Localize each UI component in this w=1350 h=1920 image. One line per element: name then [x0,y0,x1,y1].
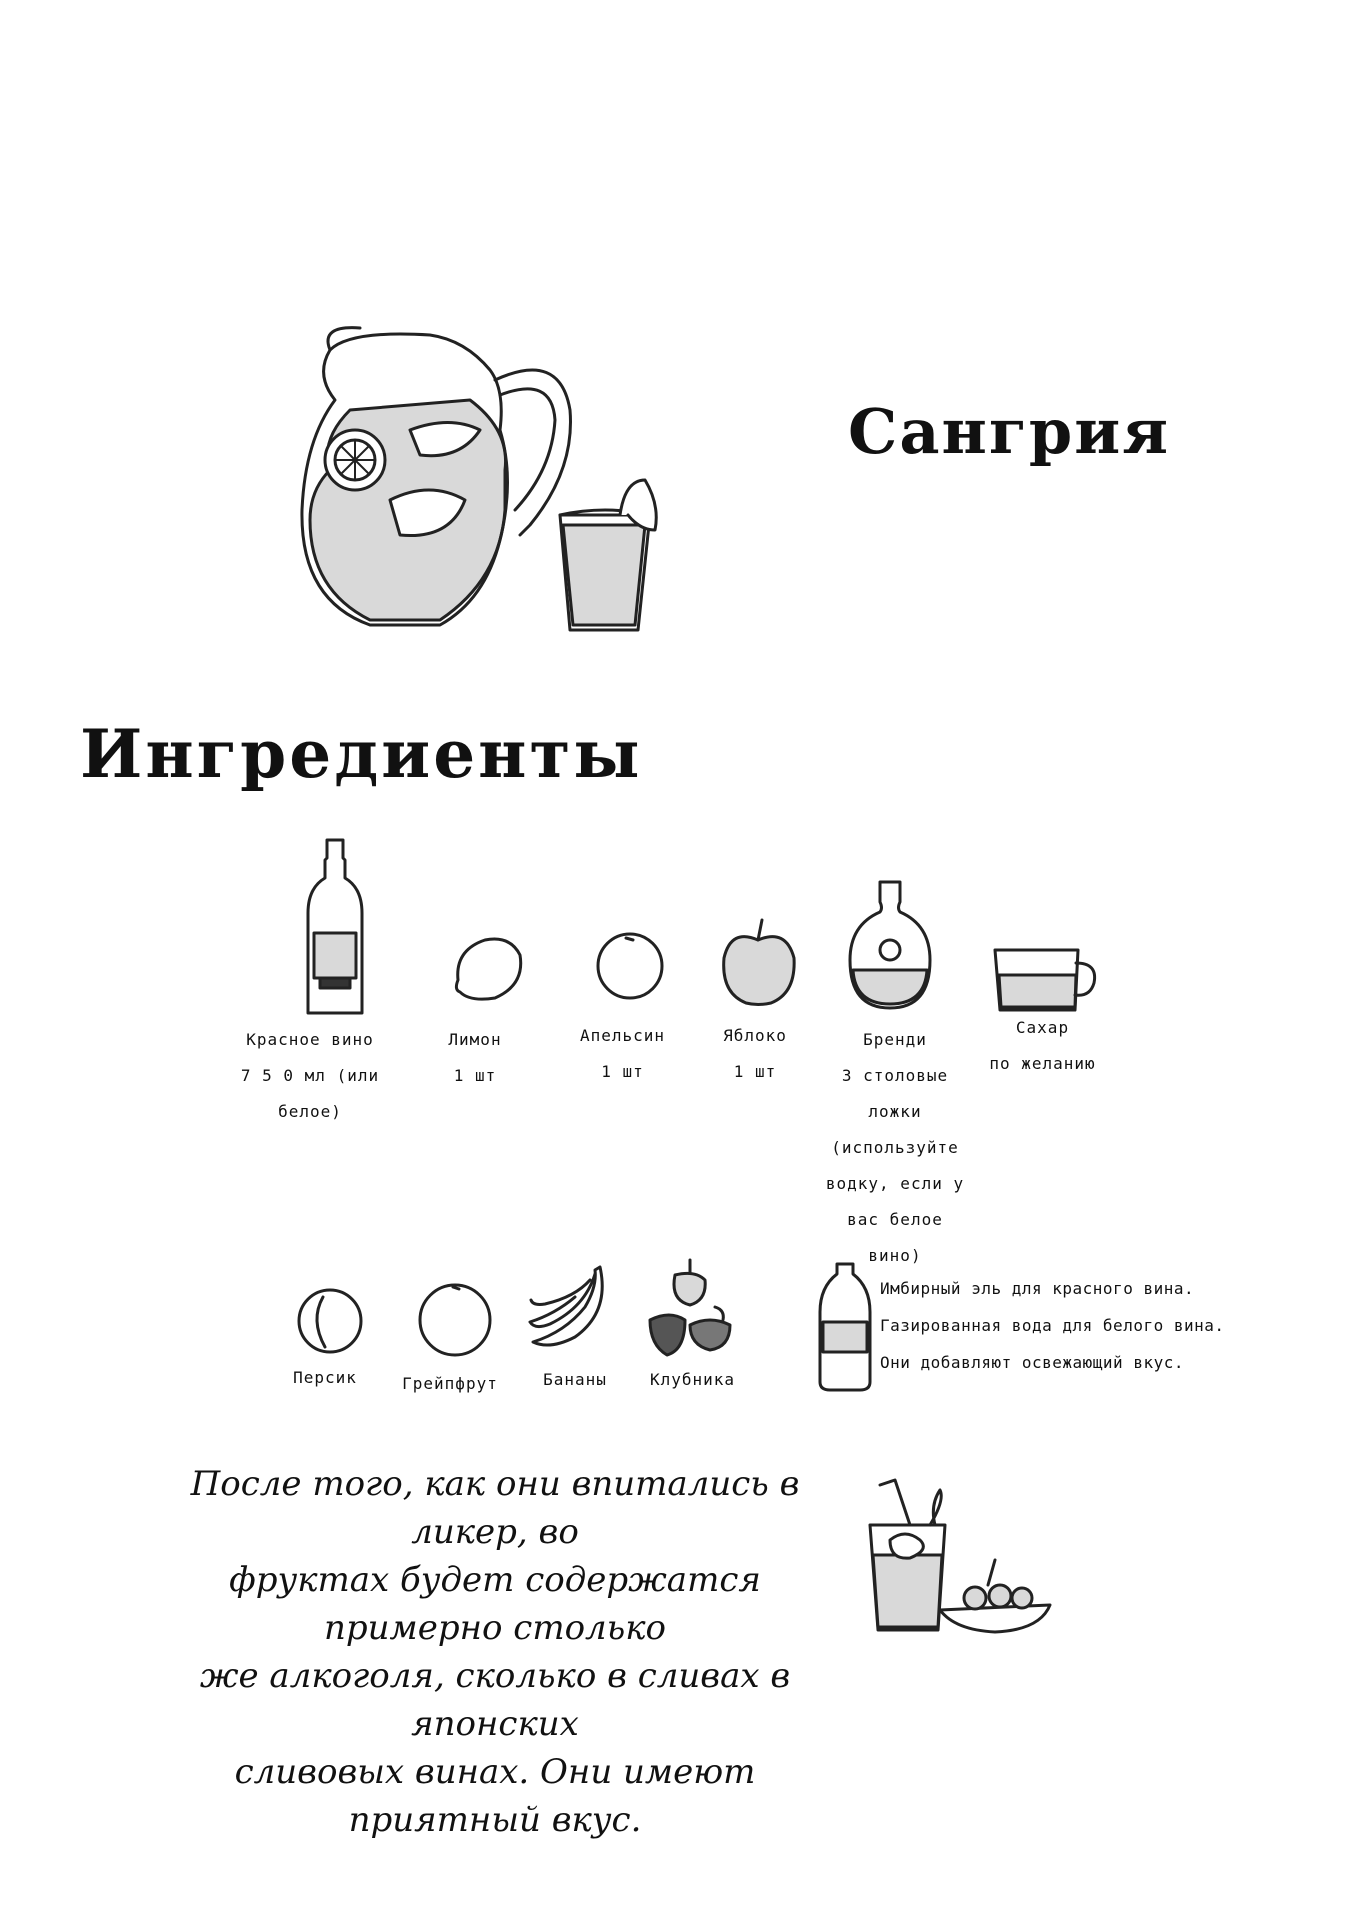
fruit-label-grapefruit: Грейпфрут [402,1374,498,1393]
ingredient-name: Красное вино [246,1030,374,1049]
bananas-icon [525,1262,615,1352]
fruit-label-peach: Персик [293,1368,357,1387]
ingredient-qty: 1 шт [601,1062,644,1081]
wine-bottle-icon [300,838,370,1018]
ingredient-qty: 1 шт [733,1062,777,1081]
strawberries-icon [645,1255,745,1360]
alcohol-note-line: же алкоголя, сколько в сливах в японских [199,1656,791,1744]
soda-note-line: Газированная вода для белого вина. [880,1316,1225,1335]
orange-icon [593,928,668,1003]
ingredient-qty: по желанию [989,1054,1096,1073]
ingredients-heading: Ингредиенты [80,715,643,793]
fruit-label-bananas: Бананы [543,1370,607,1389]
sangria-glass-and-bowl-illustration [850,1480,1060,1640]
ingredient-name: Бренди [863,1030,927,1049]
ingredient-name: Апельсин [579,1026,666,1045]
soda-bottle-icon [815,1262,875,1392]
ingredient-qty: 3 столовые ложки (используйте водку, если у вас белое вино) [825,1066,965,1265]
ingredient-name: Яблоко [723,1026,787,1045]
fruit-label-strawberries: Клубника [649,1370,736,1389]
measuring-cup-icon [990,945,1100,1015]
alcohol-note-line: После того, как они впитались в ликер, во [190,1464,800,1552]
ingredient-label-orange [565,1018,680,1090]
ingredient-label-lemon [420,1022,530,1094]
alcohol-note-line: фруктах будет содержатся примерно столько [229,1560,761,1648]
alcohol-note [145,1460,845,1844]
alcohol-note-line: сливовых винах. Они имеют приятный вкус. [234,1752,756,1840]
ingredient-label-brandy [815,1022,975,1274]
ingredient-qty: 7 5 0 мл (или белое) [240,1066,380,1121]
ingredient-label-apple [700,1018,810,1090]
lemon-icon [450,930,525,1005]
soda-note-line: Имбирный эль для красного вина. [880,1279,1195,1298]
ingredient-name: Сахар [1015,1018,1070,1037]
brandy-bottle-icon [845,880,935,1010]
apple-icon [716,918,801,1008]
ingredient-label-red-wine [225,1022,395,1130]
ingredient-qty: 1 шт [453,1066,497,1085]
grapefruit-icon [415,1278,495,1358]
page-title: Сангрия [848,395,1171,468]
ingredient-label-sugar [970,1010,1115,1082]
peach-icon [295,1285,365,1355]
ingredient-name: Лимон [448,1030,502,1049]
sangria-pitcher-illustration [290,320,710,650]
soda-note [880,1270,1240,1381]
soda-note-line: Они добавляют освежающий вкус. [880,1353,1184,1372]
